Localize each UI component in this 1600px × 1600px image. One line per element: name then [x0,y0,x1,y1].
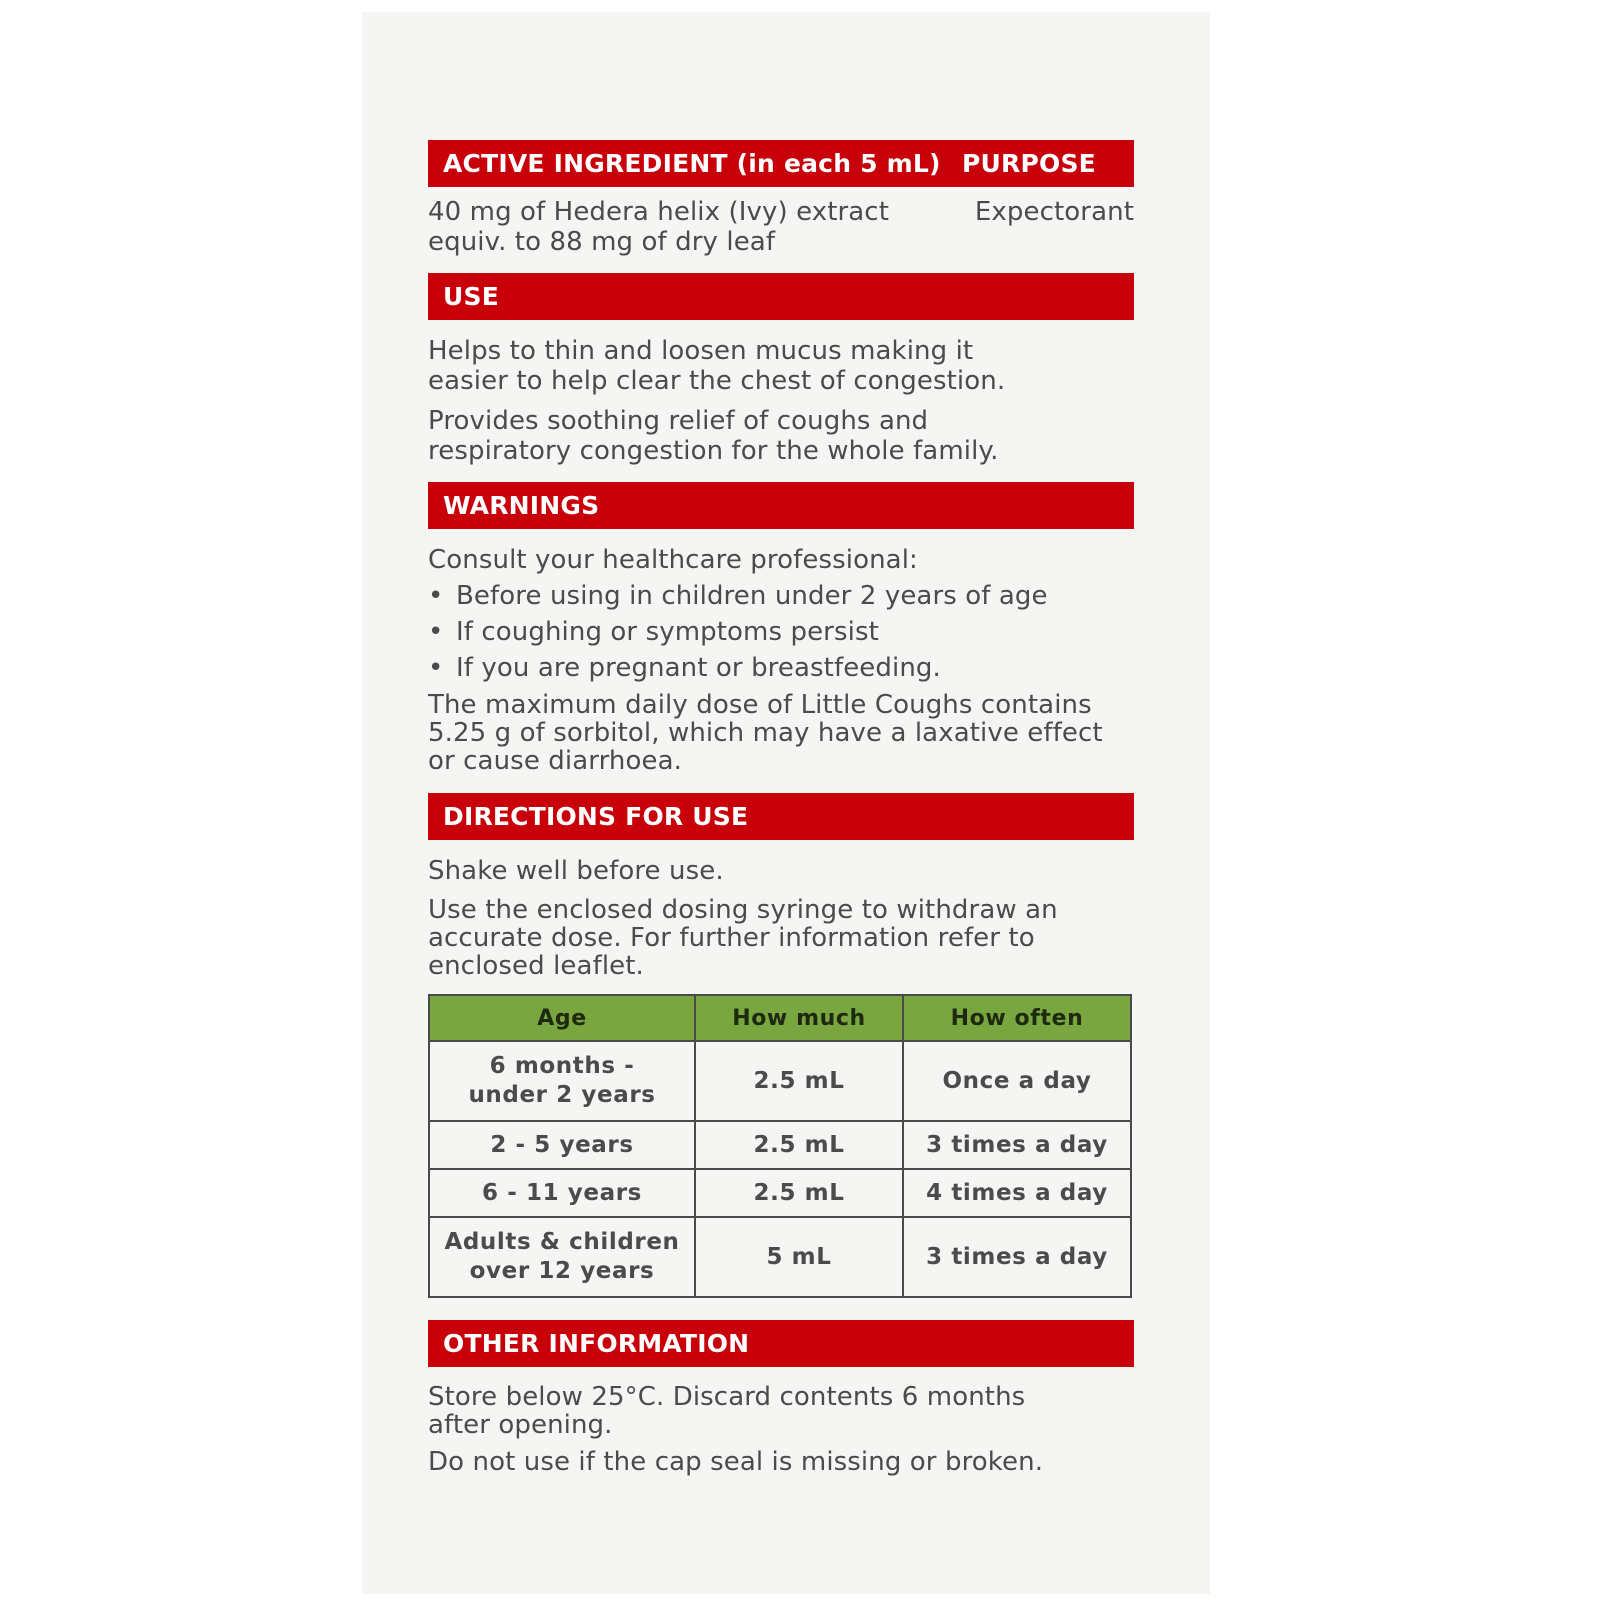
directions-para-line3: enclosed leaflet. [428,951,644,981]
table-row [429,1217,1131,1297]
use-para1-line1: Helps to thin and loosen mucus making it [428,336,974,366]
table-row [429,1041,1131,1121]
directions-header [428,793,1134,840]
table-row [429,1121,1131,1169]
column-header-how-much: How much [695,995,903,1041]
warnings-note-line2: 5.25 g of sorbitol, which may have a laxative effect [428,718,1103,748]
warning-item [428,653,1134,683]
table-row [429,1169,1131,1217]
active-ingredient-header [428,140,1134,187]
warning-item [428,617,1134,647]
other-info-para1-line1: Store below 25°C. Discard contents 6 months [428,1382,1026,1412]
dosage-table [428,994,1132,1298]
active-ingredient-text [428,197,928,257]
active-ingredient-line1: 40 mg of Hedera helix (Ivy) extract [428,197,890,227]
warnings-note-line3: or cause diarrhoea. [428,746,682,776]
use-para1-line2: easier to help clear the chest of congestion. [428,366,1006,396]
directions-paragraph [428,896,1134,980]
age-line2: over 12 years [469,1258,655,1284]
active-ingredient-heading: ACTIVE INGREDIENT (in each 5 mL) [443,149,941,178]
column-header-how-often: How often [903,995,1131,1041]
warnings-note [428,691,1134,775]
frequency-cell: 4 times a day [903,1169,1131,1217]
other-info-paragraph-1 [428,1383,1134,1439]
frequency-cell: Once a day [903,1041,1131,1121]
amount-cell: 2.5 mL [695,1169,903,1217]
amount-cell: 2.5 mL [695,1121,903,1169]
age-line1: Adults & children [444,1229,680,1255]
active-ingredient-row [428,197,1134,257]
label-content [428,140,1134,1477]
amount-cell: 5 mL [695,1217,903,1297]
warnings-header [428,482,1134,529]
age-line2: under 2 years [468,1082,656,1108]
warning-item [428,581,1134,611]
other-info-paragraph-2: Do not use if the cap seal is missing or broken. [428,1447,1044,1477]
other-info-para1-line2: after opening. [428,1410,613,1440]
purpose-text: Expectorant [974,197,1134,227]
use-para2-line1: Provides soothing relief of coughs and [428,406,929,436]
age-cell: 6 - 11 years [429,1169,695,1217]
warnings-heading: WARNINGS [443,491,600,520]
frequency-cell: 3 times a day [903,1121,1131,1169]
use-para2-line2: respiratory congestion for the whole family. [428,436,999,466]
use-paragraph-1 [428,336,1134,396]
warning-item-text: If coughing or symptoms persist [456,617,879,647]
use-heading: USE [443,282,499,311]
directions-para-line1: Use the enclosed dosing syringe to withdraw an [428,895,1058,925]
bullet-icon: • [428,653,444,683]
amount-cell: 2.5 mL [695,1041,903,1121]
age-cell: 2 - 5 years [429,1121,695,1169]
age-cell [429,1217,695,1297]
directions-shake: Shake well before use. [428,856,724,886]
bullet-icon: • [428,617,444,647]
bullet-icon: • [428,581,444,611]
warnings-intro: Consult your healthcare professional: [428,545,918,575]
directions-heading: DIRECTIONS FOR USE [443,802,749,831]
age-line1: 6 months - [489,1053,635,1079]
use-paragraph-2 [428,406,1134,466]
warning-item-text: Before using in children under 2 years of age [456,581,1048,611]
use-header [428,273,1134,320]
directions-para-line2: accurate dose. For further information refer to [428,923,1035,953]
frequency-cell: 3 times a day [903,1217,1131,1297]
other-information-header [428,1320,1134,1367]
purpose-heading: PURPOSE [962,149,1096,178]
warning-item-text: If you are pregnant or breastfeeding. [456,653,941,683]
warnings-note-line1: The maximum daily dose of Little Coughs contains [428,690,1092,720]
warnings-list [428,581,1134,683]
dosage-table-header-row [429,995,1131,1041]
age-cell [429,1041,695,1121]
active-ingredient-line2: equiv. to 88 mg of dry leaf [428,227,776,257]
other-information-heading: OTHER INFORMATION [443,1329,750,1358]
column-header-age: Age [429,995,695,1041]
